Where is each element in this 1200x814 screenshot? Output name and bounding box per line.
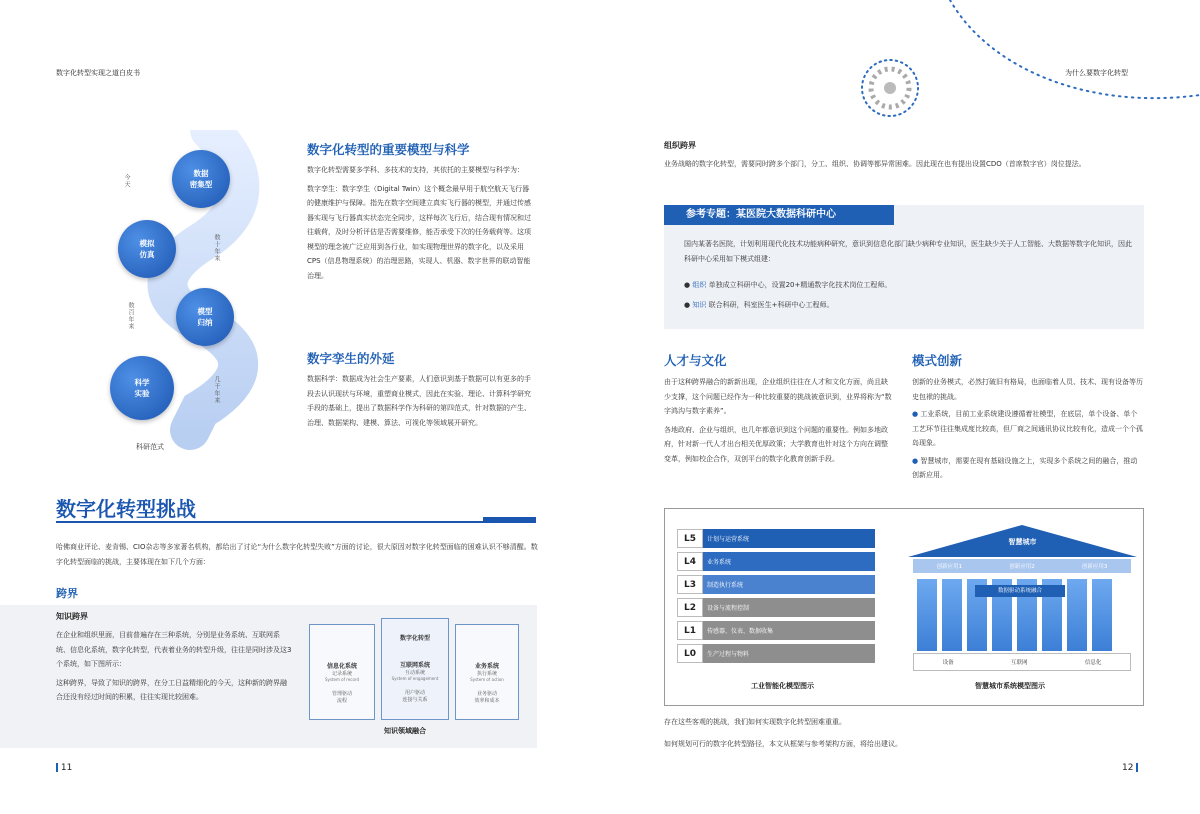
- decor-dot-circle-icon: [858, 56, 922, 120]
- layer-l0-id: L0: [677, 644, 703, 663]
- layer-l2: [677, 598, 875, 617]
- city-pillar: [1067, 579, 1087, 651]
- col-info-note: 管理驱动 流程: [331, 691, 352, 704]
- city-app-2: 创新应用2: [1009, 564, 1035, 570]
- knowledge-p2: 这种跨界，导致了知识的跨界，在分工日益精细化的今天，这种新的跨界融合还没有经过时间的积累，往往实现比较困难。: [56, 678, 287, 701]
- bubble-simulation-label: 模拟 仿真: [139, 239, 155, 259]
- challenge-intro: 哈佛商业评论、麦肯锡、CIO杂志等多家著名机构，都给出了讨论“为什么数字化转型失败”方面的讨论，很大原因对数字化转型面临的困难认识不够清醒。数字化转型面临的挑战，主要体现在如下几个方面：: [56, 543, 538, 566]
- challenge-title: 数字化转型挑战: [56, 497, 196, 521]
- smart-city-model: [905, 509, 1140, 707]
- case-bullet-knowledge-text: 联合科研，科室医生+科研中心工程师。: [708, 301, 834, 309]
- city-device: 设备: [942, 660, 954, 666]
- case-bullet-knowledge: ● 知识 联合科研，科室医生+科研中心工程师。: [684, 301, 834, 309]
- col-internet-name: 互联网系统: [399, 662, 430, 669]
- challenge-divider-accent: [483, 517, 536, 523]
- layer-l1-name: 传感器、仪表、数据收集: [707, 628, 774, 635]
- col-internet-sub: 互动系统: [404, 670, 425, 676]
- talent-p1: 由于这种跨界融合的新新出现，企业组织往往在人才和文化方面，尚且缺少支撑，这个问题已经作为一种比较重要的挑战被意识到，业界将称为“数字鸿沟与数字素养”。: [664, 378, 892, 415]
- section-models-body: [307, 163, 536, 283]
- layer-l0: [677, 644, 875, 663]
- layer-l1: [677, 621, 875, 640]
- case-bullet-org-text: 单独成立科研中心，设置20+精通数字化技术岗位工程师。: [708, 281, 892, 289]
- layer-l1-id: L1: [677, 621, 703, 640]
- layer-l5: [677, 529, 875, 548]
- city-pillar: [917, 579, 937, 651]
- section-extension-title: 数字孪生的外延: [307, 351, 395, 366]
- label-today: 今天: [123, 174, 130, 188]
- bubble-experiment: [110, 356, 174, 420]
- layer-l3-id: L3: [677, 575, 703, 594]
- industrial-model: [665, 509, 895, 707]
- closing-line-2: 如何规划可行的数字化转型路径，本文从框架与参考架构方面，将给出建议。: [664, 740, 902, 748]
- col-business-en: System of action: [470, 677, 504, 682]
- section-models-title: 数字化转型的重要模型与科学: [307, 142, 470, 157]
- innovation-b2-text: 智慧城市，需要在现有基础设施之上，实现多个系统之间的融合，推动创新应用。: [912, 456, 1138, 479]
- col-business-sub: 执行系统: [476, 671, 497, 677]
- city-infra-bar: [913, 653, 1131, 671]
- layer-l2-id: L2: [677, 598, 703, 617]
- col-info-en: System of record: [324, 677, 360, 682]
- col-info-sub: 记录系统: [331, 671, 352, 677]
- paradigm-diagram: [100, 130, 290, 460]
- label-centuries: 数百年来: [127, 302, 134, 330]
- knowledge-fusion-diagram: [305, 618, 520, 726]
- section-models-p1: 数字化转型需要多学科、多技术的支持，其依托的主要模型与科学为：: [307, 166, 524, 174]
- org-title: 组织跨界: [664, 141, 696, 150]
- innovation-b1-text: 工业系统，目前工业系统建设遵循着社模型，在底层，单个设备、单个工艺环节往往集成度比较高，但厂商之间通讯协议比较有化，造成一个个孤岛现象。: [912, 410, 1143, 447]
- col-internet-system: [381, 618, 449, 720]
- city-pillar: [942, 579, 962, 651]
- right-page-bar: [1136, 763, 1138, 772]
- col-business-note: 业务驱动 效率和成本: [474, 691, 500, 704]
- case-title: 参考专题：某医院大数据科研中心: [664, 205, 894, 225]
- left-page-number: [56, 763, 72, 773]
- bubble-data-intensive: [172, 150, 230, 208]
- innovation-p1: 创新的业务模式，必然打破旧有格局，也面临着人员、技术、现有设备等历史包袱的挑战。: [912, 378, 1143, 401]
- layer-l3-name: 制造执行系统: [707, 582, 744, 589]
- right-page-number-text: 12: [1122, 763, 1134, 773]
- bubble-experiment-label: 科学 实验: [134, 378, 150, 398]
- case-bullet-knowledge-label: 知识: [692, 301, 707, 309]
- bubble-model-induction: [176, 288, 234, 346]
- layer-l4-id: L4: [677, 552, 703, 571]
- talent-title: 人才与文化: [664, 353, 727, 368]
- city-pillar: [1092, 579, 1112, 651]
- challenge-divider: [56, 521, 536, 523]
- label-decades: 数十年来: [213, 234, 220, 262]
- paradigm-caption: 科研范式: [136, 443, 164, 451]
- section-models-p2: 数字孪生：数字孪生（Digital Twin）这个概念最早用于航空航天飞行器的健康维护与保障。指先在数字空间建立真实飞行器的模型，并通过传感器实现与飞行器真实状态完全同步，这样每次飞行后，结合现有情况和过往载荷，及时分析评估是否需要维修，能否承受下次的任务载荷等。这项模型的理念被广泛应用到各行业，如实现物理世界的数字化，以及采用CPS（信息物理系统）的治理思路，实现人、机器、数字世界的联动智能治理。: [307, 184, 531, 280]
- city-roof-label: 智慧城市: [1008, 538, 1037, 546]
- col-info-name: 信息化系统: [326, 663, 357, 670]
- layer-l2-name: 设备与流程控制: [707, 605, 750, 612]
- talent-p2: 各地政府、企业与组织，也几年都意识到这个问题的重要性。例如多地政府，针对新一代人才出台相关优厚政策；大学教育也针对这个方向在调整变革，例如校企合作，双创平台的数字化教育创新手段。: [664, 425, 888, 463]
- city-caption: 智慧城市系统模型图示: [975, 682, 1045, 690]
- layer-l5-id: L5: [677, 529, 703, 548]
- knowledge-body: [56, 628, 292, 705]
- city-internet: 互联网: [1010, 660, 1028, 666]
- col-internet-note: 用户驱动 连接与关系: [402, 690, 428, 703]
- right-page-header: 为什么要数字化转型: [1065, 69, 1128, 77]
- bubble-simulation: [118, 220, 176, 278]
- layer-l4-name: 业务系统: [707, 559, 732, 566]
- industrial-caption: 工业智能化模型图示: [751, 682, 814, 690]
- case-bullet-org: ● 组织 单独成立科研中心，设置20+精通数字化技术岗位工程师。: [684, 281, 892, 289]
- city-apps-bar: [913, 559, 1131, 573]
- talent-body: [664, 375, 892, 466]
- left-page-number-text: 11: [60, 763, 73, 773]
- section-extension-p1: 数据科学：数据成为社会生产要素，人们意识到基于数据可以有更多的手段去认识现状与环境，重塑商业模式，因此在实验、理论、计算科学研究手段的基础上，提出了数据科学作为科研的第四范式，针对数据的产生、治理、数据架构、建模、算法、可视化等领域展开研究。: [307, 375, 531, 427]
- cross-title: 跨界: [56, 587, 78, 600]
- decor-dotted-arc: [930, 0, 1200, 110]
- org-body: 业务战略的数字化转型，需要同时跨多个部门，分工、组织、协调等都异常困难。因此现在也有提出设置CDO（首席数字官）岗位提法。: [664, 160, 1086, 168]
- section-extension-body: [307, 372, 536, 430]
- closing-line-1: 存在这些客观的挑战，我们如何实现数字化转型困难重重。: [664, 718, 846, 726]
- city-fusion-bar: 数据驱动系统融合: [975, 585, 1065, 597]
- bubble-data-intensive-label: 数据 密集型: [189, 169, 213, 189]
- city-informatization: 信息化: [1084, 660, 1102, 666]
- innovation-b1: ● 工业系统，目前工业系统建设遵循着社模型，在底层，单个设备、单个工艺环节往往集成度比较高，但厂商之间通讯协议比较有化，造成一个个孤岛现象。: [912, 410, 1143, 447]
- mini-diagram-caption: 知识领域融合: [384, 727, 426, 735]
- mini-top-label: 数字化转型: [399, 635, 430, 642]
- knowledge-title: 知识跨界: [56, 612, 88, 621]
- bubble-model-induction-label: 模型 归纳: [197, 307, 213, 327]
- case-bullet-org-label: 组织: [692, 281, 707, 289]
- label-millennia: 几千年来: [213, 376, 220, 404]
- left-page-bar: [56, 763, 58, 772]
- innovation-body: [912, 375, 1144, 483]
- col-info-system: [309, 624, 375, 720]
- city-app-1: 创新应用1: [936, 564, 963, 570]
- case-intro: 国内某著名医院，计划利用现代化技术功能病种研究，意识到信息化部门缺少病种专业知识，医生缺少关于人工智能、大数据等数字化知识，因此科研中心采用如下模式组建：: [684, 240, 1132, 263]
- knowledge-p1: 在企业和组织里面，目前普遍存在三种系统，分别是业务系统、互联网系统、信息化系统，数字化转型，代表着业务的转型升级，往往是同时涉及这3个系统，如下图所示：: [56, 631, 292, 668]
- innovation-b2: ● 智慧城市，需要在现有基础设施之上，实现多个系统之间的融合，推动创新应用。: [912, 456, 1138, 479]
- layer-l0-name: 生产过程与物料: [707, 651, 750, 658]
- city-app-3: 创新应用3: [1081, 564, 1108, 570]
- col-business-name: 业务系统: [474, 663, 499, 670]
- layer-l4: [677, 552, 875, 571]
- innovation-title: 模式创新: [912, 353, 963, 368]
- layer-l5-name: 计划与运营系统: [707, 536, 750, 543]
- right-page-number: [1122, 763, 1138, 773]
- col-internet-en: System of engagement: [391, 676, 439, 681]
- layer-l3: [677, 575, 875, 594]
- col-business-system: [455, 624, 519, 720]
- left-page-header: 数字化转型实现之道白皮书: [56, 69, 140, 77]
- figure-frame: [664, 508, 1144, 706]
